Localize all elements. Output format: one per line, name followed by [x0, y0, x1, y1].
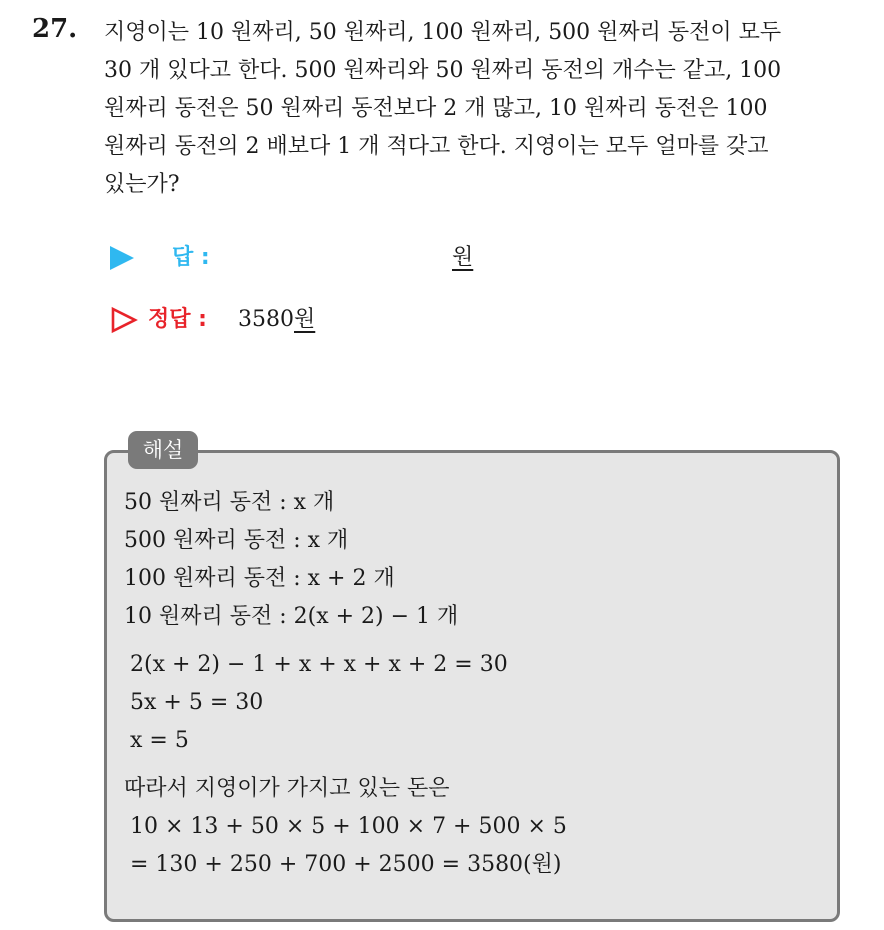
correct-answer-number: 3580 [238, 307, 294, 332]
question-line: 30 개 있다고 한다. 500 원짜리와 50 원짜리 동전의 개수는 같고, 100 [104, 58, 782, 83]
question-line: 있는가? [104, 172, 180, 197]
filled-triangle-icon [110, 246, 134, 270]
question-line: 원짜리 동전은 50 원짜리 동전보다 2 개 많고, 10 원짜리 동전은 100 [104, 96, 768, 121]
solution-equation: 2(x + 2) − 1 + x + x + x + 2 = 30 [130, 652, 508, 677]
question-line: 지영이는 10 원짜리, 50 원짜리, 100 원짜리, 500 원짜리 동전이 모두 [104, 20, 782, 45]
answer-label: 답 : [172, 245, 210, 270]
outline-triangle-icon [110, 306, 138, 334]
solution-content [124, 484, 824, 884]
correct-answer-value [238, 302, 315, 338]
solution-tab: 해설 [128, 431, 198, 469]
solution-definition: 500 원짜리 동전 : x 개 [124, 528, 349, 553]
solution-calculation: 10 × 13 + 50 × 5 + 100 × 7 + 500 × 5 [130, 814, 567, 839]
solution-conclusion: 따라서 지영이가 가지고 있는 돈은 [124, 776, 450, 801]
solution-definition: 100 원짜리 동전 : x + 2 개 [124, 566, 395, 591]
answer-unit: 원 [452, 245, 474, 270]
answer-row [110, 240, 610, 276]
solution-calculation: = 130 + 250 + 700 + 2500 = 3580(원) [130, 852, 562, 877]
question-number: 27. [32, 14, 78, 44]
question-line: 원짜리 동전의 2 배보다 1 개 적다고 한다. 지영이는 모두 얼마를 갖고 [104, 134, 769, 159]
solution-equation: 5x + 5 = 30 [130, 690, 264, 715]
solution-definition: 10 원짜리 동전 : 2(x + 2) − 1 개 [124, 604, 459, 629]
solution-definition: 50 원짜리 동전 : x 개 [124, 490, 335, 515]
correct-answer-label: 정답 : [148, 307, 207, 332]
question-text [104, 14, 864, 204]
correct-answer-unit: 원 [294, 307, 316, 332]
solution-equation: x = 5 [130, 728, 189, 753]
correct-answer-row [110, 302, 610, 338]
